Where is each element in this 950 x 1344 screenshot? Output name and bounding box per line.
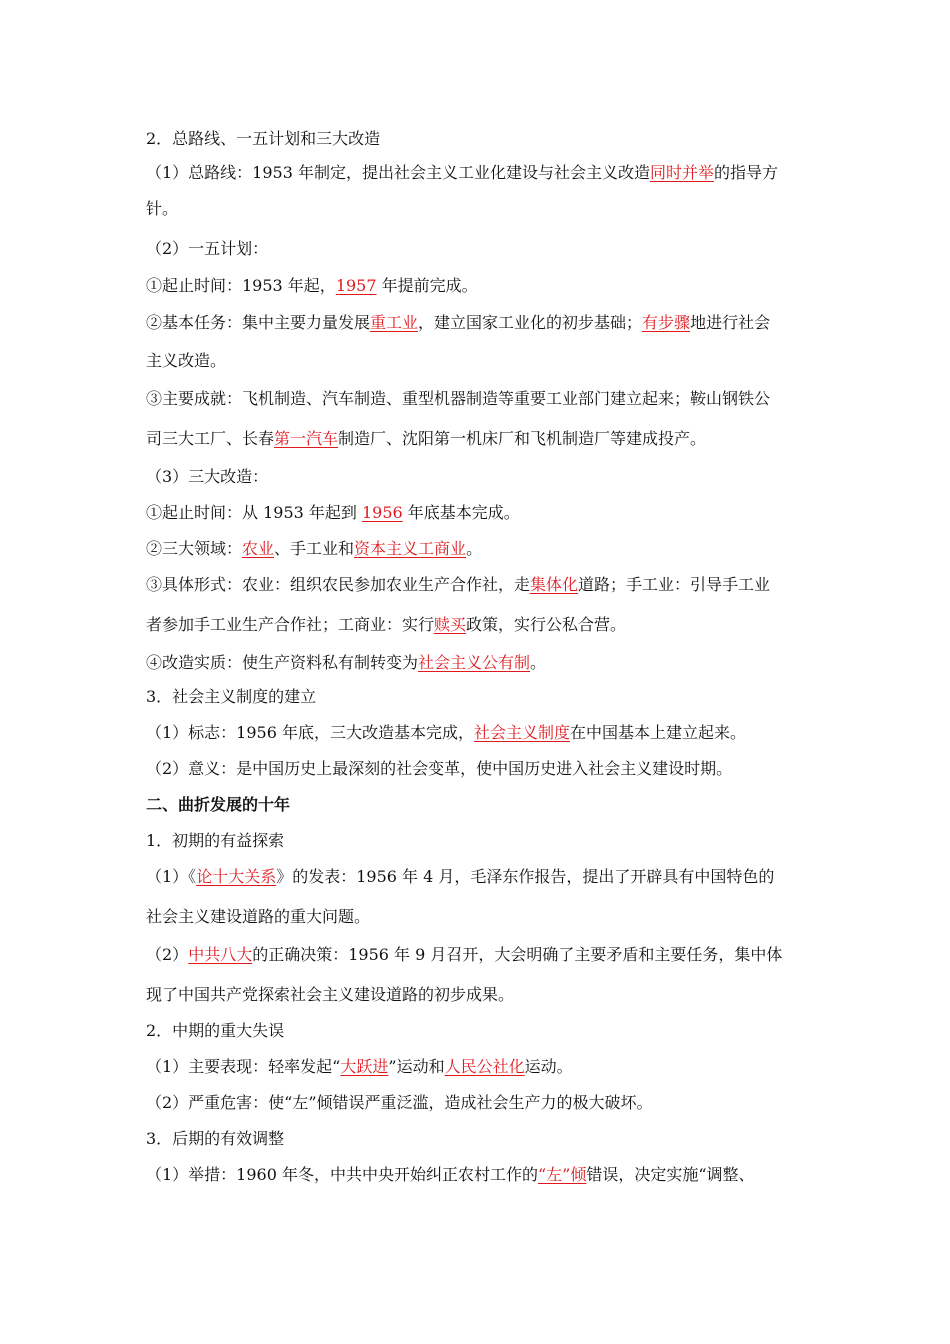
text-line — [146, 128, 816, 150]
line-text: ①起止时间：从 1953 年起到 — [146, 503, 362, 522]
text-line — [146, 984, 816, 1006]
line-text: 。 — [530, 653, 547, 672]
line-text: 1．初期的有益探索 — [146, 831, 285, 850]
line-text: 3．社会主义制度的建立 — [146, 687, 317, 706]
line-text: （1）总路线：1953 年制定，提出社会主义工业化建设与社会主义改造 — [146, 163, 650, 182]
line-text: 制造厂、沈阳第一机床厂和飞机制造厂等建成投产。 — [338, 429, 707, 448]
text-line — [146, 162, 816, 184]
text-line — [146, 866, 816, 888]
line-text: 社会主义建设道路的重大问题。 — [146, 907, 371, 926]
text-line — [146, 614, 816, 636]
text-line — [146, 1020, 816, 1042]
key-term: 中共八大 — [188, 945, 253, 964]
line-text: （1）标志：1956 年底，三大改造基本完成， — [146, 723, 474, 742]
text-line — [146, 1164, 816, 1186]
line-text: 》的发表：1956 年 4 月，毛泽东作报告，提出了开辟具有中国特色的 — [276, 867, 775, 886]
key-term: 重工业 — [370, 313, 419, 332]
text-line — [146, 574, 816, 596]
line-text: ②三大领域： — [146, 539, 243, 558]
text-line — [146, 538, 816, 560]
line-text: ，建立国家工业化的初步基础； — [418, 313, 643, 332]
line-text: 年提前完成。 — [376, 276, 478, 295]
line-text: 2．总路线、一五计划和三大改造 — [146, 129, 381, 148]
line-text: 地进行社会 — [690, 313, 771, 332]
text-line — [146, 238, 816, 260]
key-term: 论十大关系 — [196, 867, 277, 886]
key-term: 集体化 — [530, 575, 579, 594]
line-text: 针。 — [146, 199, 179, 218]
text-line — [146, 502, 816, 524]
text-line — [146, 686, 816, 708]
line-text: （1）《 — [146, 867, 197, 886]
key-term: 1957 — [335, 276, 377, 295]
line-text: 运动。 — [524, 1057, 573, 1076]
line-text: 错误，决定实施“调整、 — [586, 1165, 755, 1184]
text-line — [146, 1056, 816, 1078]
key-term: 赎买 — [434, 615, 467, 634]
line-text: 3．后期的有效调整 — [146, 1129, 285, 1148]
key-term: 同时并举 — [650, 163, 715, 182]
line-text: 者参加手工业生产合作社；工商业：实行 — [146, 615, 435, 634]
key-term: 大跃进 — [340, 1057, 389, 1076]
line-text: 主义改造。 — [146, 351, 227, 370]
text-line — [146, 906, 816, 928]
key-term: 社会主义公有制 — [418, 653, 531, 672]
text-line — [146, 830, 816, 852]
text-line — [146, 1092, 816, 1114]
text-line — [146, 388, 816, 410]
text-line — [146, 466, 816, 488]
line-text: （2） — [146, 945, 189, 964]
key-term: 第一汽车 — [274, 429, 339, 448]
text-line — [146, 722, 816, 744]
key-term: 农业 — [242, 539, 275, 558]
line-text: 在中国基本上建立起来。 — [570, 723, 747, 742]
text-line — [146, 428, 816, 450]
line-text: 2．中期的重大失误 — [146, 1021, 285, 1040]
key-term: “左”倾 — [538, 1165, 587, 1184]
line-text: 道路；手工业：引导手工业 — [578, 575, 771, 594]
text-line — [146, 794, 816, 816]
line-text: （1）举措：1960 年冬，中共中央开始纠正农村工作的 — [146, 1165, 538, 1184]
line-text: 的指导方 — [714, 163, 779, 182]
text-line — [146, 652, 816, 674]
key-term: 有步骤 — [642, 313, 691, 332]
line-text: 现了中国共产党探索社会主义建设道路的初步成果。 — [146, 985, 515, 1004]
key-term: 资本主义工商业 — [354, 539, 467, 558]
text-line — [146, 1128, 816, 1150]
line-text: ”运动和 — [388, 1057, 445, 1076]
text-line — [146, 758, 816, 780]
text-line — [146, 350, 816, 372]
line-text: ③主要成就：飞机制造、汽车制造、重型机器制造等重要工业部门建立起来；鞍山钢铁公 — [146, 389, 771, 408]
line-text: ②基本任务：集中主要力量发展 — [146, 313, 371, 332]
line-text: 司三大工厂、长春 — [146, 429, 275, 448]
line-text: （3）三大改造： — [146, 467, 269, 486]
line-text: （2）严重危害：使“左”倾错误严重泛滥，造成社会生产力的极大破坏。 — [146, 1093, 653, 1112]
section-heading: 二、曲折发展的十年 — [146, 795, 291, 814]
line-text: ③具体形式：农业：组织农民参加农业生产合作社，走 — [146, 575, 531, 594]
line-text: 政策，实行公私合营。 — [466, 615, 627, 634]
line-text: 年底基本完成。 — [402, 503, 520, 522]
line-text: 。 — [466, 539, 483, 558]
text-line — [146, 275, 816, 297]
line-text: （1）主要表现：轻率发起“ — [146, 1057, 341, 1076]
line-text: （2）一五计划： — [146, 239, 269, 258]
key-term: 人民公社化 — [444, 1057, 525, 1076]
text-line — [146, 312, 816, 334]
text-line — [146, 944, 816, 966]
text-line — [146, 198, 816, 220]
line-text: ④改造实质：使生产资料私有制转变为 — [146, 653, 419, 672]
key-term: 1956 — [361, 503, 403, 522]
line-text: 的正确决策：1956 年 9 月召开，大会明确了主要矛盾和主要任务，集中体 — [252, 945, 783, 964]
line-text: ①起止时间：1953 年起， — [146, 276, 336, 295]
key-term: 社会主义制度 — [474, 723, 571, 742]
line-text: （2）意义：是中国历史上最深刻的社会变革，使中国历史进入社会主义建设时期。 — [146, 759, 733, 778]
line-text: 、手工业和 — [274, 539, 355, 558]
